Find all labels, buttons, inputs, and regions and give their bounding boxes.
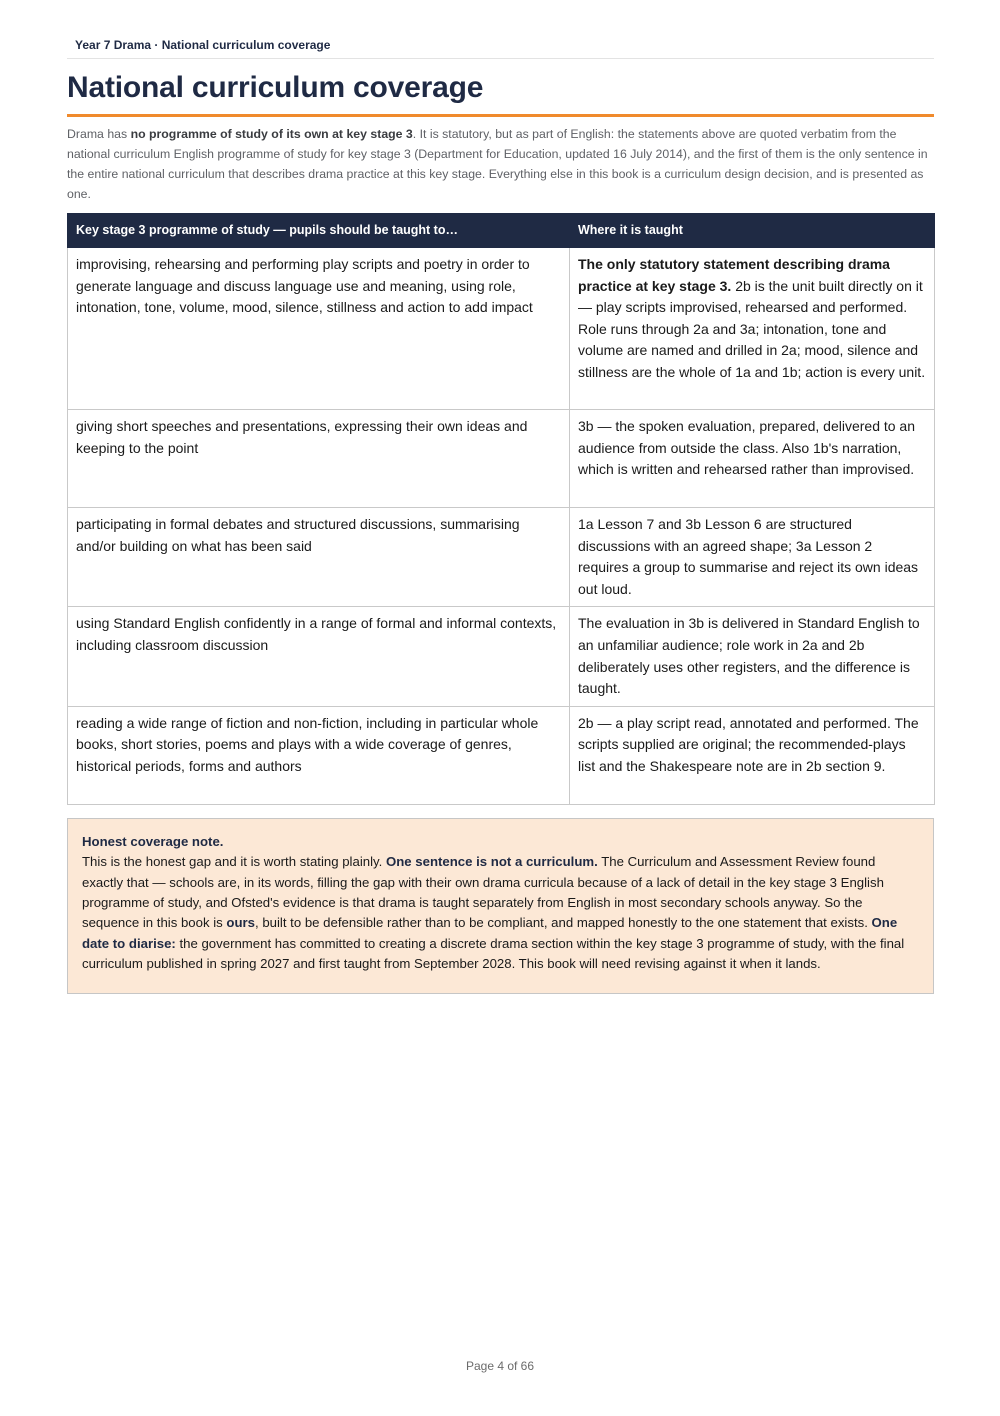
where-cell: 3b — the spoken evaluation, prepared, delivered to an audience from outside the class. Also 1b's narration, which is written and rehearsed rather than improvised. [570,410,935,508]
column-header-statement: Key stage 3 programme of study — pupils should be taught to… [68,214,570,248]
page-number: Page 4 of 66 [465,1359,535,1373]
table-row [68,410,935,508]
note-text: the government has committed to creating a discrete drama section within the key stage 3 programme of study, with the final curriculum published in spring 2027 and first taught from September 2028. This book will need revising against it when it lands. [82,935,905,972]
table-row [68,248,935,410]
statement-cell: participating in formal debates and structured discussions, summarising and/or building on what has been said [68,508,570,607]
intro-text-1: Drama has [67,127,131,141]
note-text: , built to be defensible rather than to be compliant, and mapped honestly to the one statement that exists. [255,915,872,931]
note-text: The Curriculum and Assessment Review found exactly that — schools are, in its words, filling the gap with their own drama curricula because of a lack of detail in the key stage 3 English programme of study, and Ofsted's evidence is that drama is taught separately from English in most secondary schools anyway. So the sequence in this book is [82,854,884,931]
statement-cell: improvising, rehearsing and performing play scripts and poetry in order to generate language and discuss language use and meaning, using role, intonation, tone, volume, mood, silence, stillness and action to add impact [68,248,570,410]
where-cell: The evaluation in 3b is delivered in Standard English to an unfamiliar audience; role work in 2a and 2b deliberately uses other registers, and the difference is taught. [570,607,935,706]
intro-bold: no programme of study of its own at key stage 3 [130,127,413,141]
running-header: Year 7 Drama · National curriculum coverage [67,38,934,59]
note-emphasis: One date to diarise: [82,915,898,951]
statement-cell: reading a wide range of fiction and non-fiction, including in particular whole books, short stories, poems and plays with a wide coverage of genres, historical periods, forms and authors [68,706,570,804]
note-body [82,852,919,974]
intro-text-2: . It is statutory, but as part of English: the statements above are quoted verbatim from the national curriculum English programme of study for key stage 3 (Department for Education, updated 16 July 2014), and the first of them is the only sentence in the entire national curriculum that describes drama practice at this key stage. Everything else in this book is a curriculum design decision, and is presented as one. [67,127,928,201]
table-row [68,706,935,804]
note-title: Honest coverage note. [82,833,224,849]
coverage-table [67,213,935,805]
where-cell [570,248,935,410]
where-cell: 1a Lesson 7 and 3b Lesson 6 are structured discussions with an agreed shape; 3a Lesson 2 requires a group to summarise and reject its own ideas out loud. [570,508,935,607]
page-title: National curriculum coverage [67,71,934,117]
statement-cell: giving short speeches and presentations, expressing their own ideas and keeping to the point [68,410,570,508]
column-header-where: Where it is taught [570,214,935,248]
table-header-row [68,214,935,248]
note-emphasis: ours [226,915,255,931]
where-cell: 2b — a play script read, annotated and performed. The scripts supplied are original; the recommended-plays list and the Shakespeare note are in 2b section 9. [570,706,935,804]
note-text: This is the honest gap and it is worth stating plainly. [82,854,386,870]
statement-cell: using Standard English confidently in a range of formal and informal contexts, including classroom discussion [68,607,570,706]
coverage-note-box [67,818,934,994]
where-cell-text: 2b is the unit built directly on it — play scripts improvised, rehearsed and performed. Role runs through 2a and 3a; intonation, tone and volume are named and drilled in 2a; mood, silence and stillness are the whole of 1a and 1b; action is every unit. [578,277,926,380]
note-emphasis: One sentence is not a curriculum. [385,854,598,870]
intro-paragraph [67,124,934,204]
page [67,0,934,994]
table-row [68,607,935,706]
table-row [68,508,935,607]
where-cell-bold: The only statutory statement describing drama practice at key stage 3. [578,256,890,294]
